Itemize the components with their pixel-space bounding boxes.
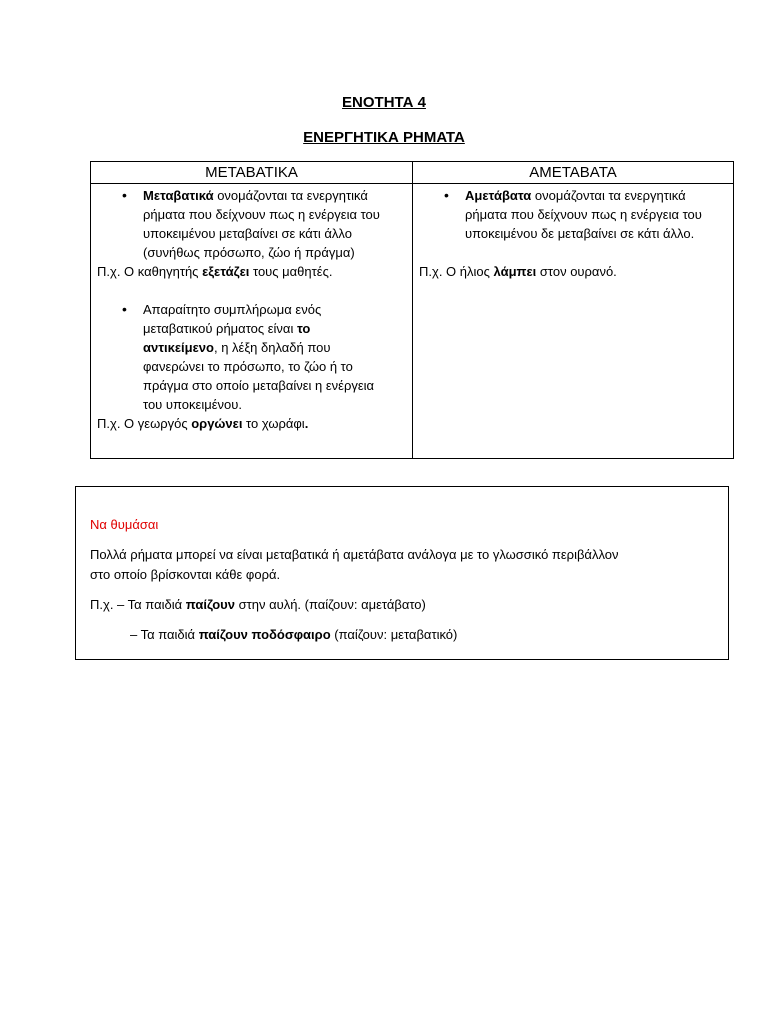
header-transitive: ΜΕΤΑΒΑΤΙΚΑ	[91, 162, 413, 184]
text-line: , η λέξη δηλαδή που	[213, 340, 331, 355]
bold-verb: λάμπει	[493, 264, 537, 279]
table-body-row	[91, 184, 734, 459]
cell-intransitive	[413, 184, 734, 459]
text-line: υποκειμένου δε μεταβαίνει σε κάτι άλλο.	[465, 226, 695, 241]
transitive-example-2	[97, 414, 406, 433]
text-line: Π.χ. Ο καθηγητής	[97, 264, 203, 279]
text-line: Π.χ. Ο ήλιος	[419, 264, 494, 279]
remember-box	[75, 486, 729, 660]
text-line: ρήματα που δείχνουν πως η ενέργεια του	[143, 207, 380, 222]
remember-paragraph	[90, 545, 714, 585]
remember-example-2	[90, 625, 714, 645]
bold-verb: εξετάζει	[202, 264, 250, 279]
bold-verb: παίζουν ποδόσφαιρο	[198, 627, 331, 642]
text-line: στον ουρανό.	[536, 264, 617, 279]
text-line: (συνήθως πρόσωπο, ζώο ή πράγμα)	[143, 245, 355, 260]
transitive-definition	[97, 186, 406, 262]
text-line: φανερώνει το πρόσωπο, το ζώο ή το	[143, 359, 353, 374]
text-line: Απαραίτητο συμπλήρωμα ενός	[143, 302, 322, 317]
text-line: πράγμα στο οποίο μεταβαίνει η ενέργεια	[143, 378, 375, 393]
text-line: – Τα παιδιά	[130, 627, 199, 642]
bold-term: αντικείμενο	[143, 340, 214, 355]
text-line: στο οποίο βρίσκονται κάθε φορά.	[90, 567, 281, 582]
text-line: του υποκειμένου.	[143, 397, 242, 412]
cell-transitive	[91, 184, 413, 459]
remember-example-1	[90, 595, 714, 615]
header-intransitive: ΑΜΕΤΑΒΑΤΑ	[413, 162, 734, 184]
term-transitive: Μεταβατικά	[143, 188, 214, 203]
text-line: Πολλά ρήματα μπορεί να είναι μεταβατικά ή αμετάβατα ανάλογα με το γλωσσικό περιβάλλον	[90, 547, 619, 562]
topic-title: ΕΝΕΡΓΗΤΙΚΑ ΡΗΜΑΤΑ	[303, 129, 465, 146]
bold-verb: παίζουν	[185, 597, 235, 612]
remember-heading: Να θυμάσαι	[90, 517, 159, 532]
text-line: το χωράφι	[242, 416, 305, 431]
transitive-object-rule	[97, 300, 406, 414]
bold-period: .	[304, 416, 309, 431]
term-intransitive: Αμετάβατα	[465, 188, 532, 203]
text-line: στην αυλή. (παίζουν: αμετάβατο)	[234, 597, 426, 612]
text-line: ονομάζονται τα ενεργητικά	[213, 188, 368, 203]
text-line: (παίζουν: μεταβατικό)	[330, 627, 458, 642]
text-line: ρήματα που δείχνουν πως η ενέργεια του	[465, 207, 702, 222]
table-header-row	[91, 162, 734, 184]
intransitive-example	[419, 262, 727, 281]
section-title: ΕΝΟΤΗΤΑ 4	[342, 94, 426, 111]
intransitive-definition	[419, 186, 727, 243]
bold-term: το	[296, 321, 311, 336]
text-line: Π.χ. Ο γεωργός	[97, 416, 192, 431]
text-line: υποκειμένου μεταβαίνει σε κάτι άλλο	[143, 226, 352, 241]
text-line: μεταβατικού ρήματος είναι	[143, 321, 297, 336]
transitive-example-1	[97, 262, 406, 281]
text-line: Π.χ. – Τα παιδιά	[90, 597, 186, 612]
text-line: ονομάζονται τα ενεργητικά	[531, 188, 686, 203]
verbs-table	[90, 161, 734, 459]
bold-verb: οργώνει	[191, 416, 243, 431]
text-line: τους μαθητές.	[249, 264, 333, 279]
